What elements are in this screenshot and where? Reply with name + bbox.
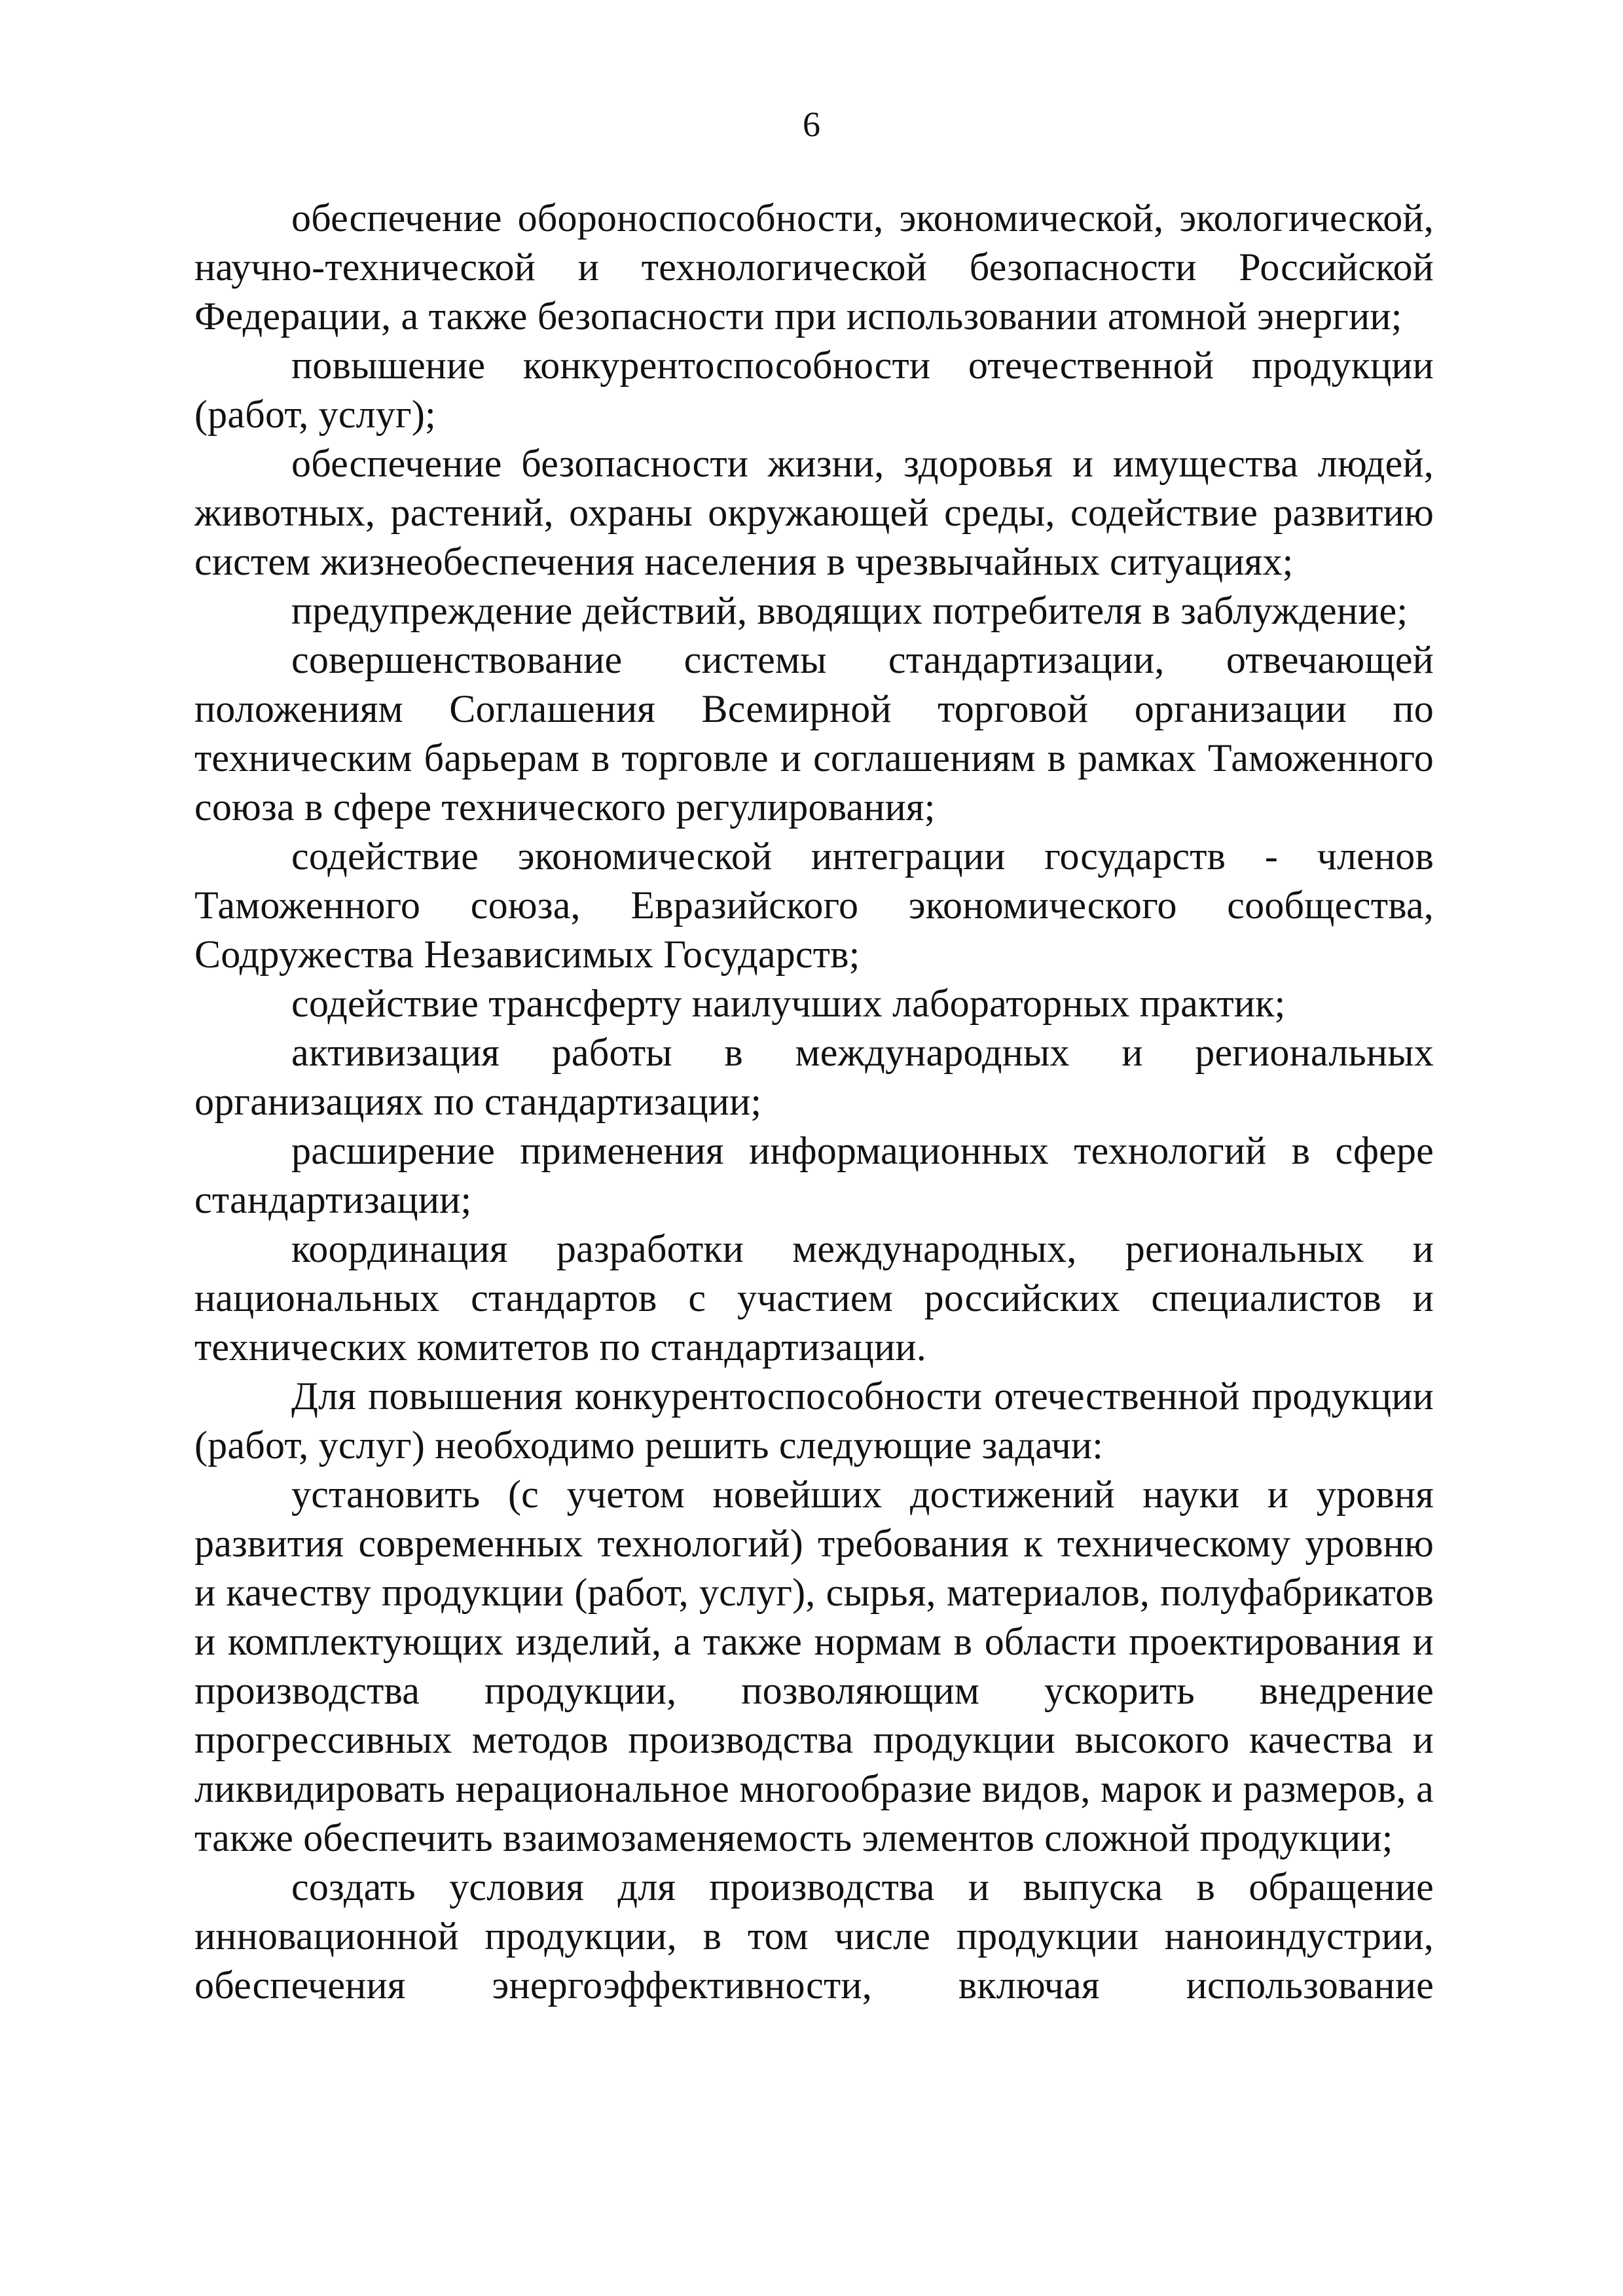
paragraph: создать условия для производства и выпуска в обращение инновационной продукции, в том числе продукции наноиндустрии, обеспечения энергоэффективности, включая использование	[194, 1865, 1434, 2007]
paragraph: совершенствование системы стандартизации, отвечающей положениям Соглашения Всемирной торговой организации по техническим барьерам в торговле и соглашениям в рамках Таможенного союза в сфере технического регулирования;	[194, 638, 1434, 829]
paragraph: координация разработки международных, региональных и национальных стандартов с участием российских специалистов и технических комитетов по стандартизации.	[194, 1227, 1434, 1369]
paragraph: расширение применения информационных технологий в сфере стандартизации;	[194, 1129, 1434, 1221]
paragraph: содействие трансферту наилучших лабораторных практик;	[291, 982, 1286, 1025]
paragraph: Для повышения конкурентоспособности отечественной продукции (работ, услуг) необходимо решить следующие задачи:	[194, 1374, 1434, 1467]
paragraph: содействие экономической интеграции государств - членов Таможенного союза, Евразийского экономического сообщества, Содружества Независимых Государств;	[194, 834, 1434, 976]
document-body	[194, 194, 1434, 2010]
paragraph: обеспечение обороноспособности, экономической, экологической, научно-технической и технологической безопасности Российской Федерации, а также безопасности при использовании атомной энергии;	[194, 196, 1434, 338]
paragraph: предупреждение действий, вводящих потребителя в заблуждение;	[291, 589, 1408, 632]
paragraph: установить (с учетом новейших достижений науки и уровня развития современных технологий) требования к техническому уровню и качеству продукции (работ, услуг), сырья, материалов, полуфабрикатов и комплектующих изделий, а также нормам в области проектирования и производства продукции, позволяющим ускорить внедрение прогрессивных методов производства продукции высокого качества и ликвидировать нерациональное многообразие видов, марок и размеров, а также обеспечить взаимозаменяемость элементов сложной продукции;	[194, 1473, 1434, 1859]
paragraph: активизация работы в международных и региональных организациях по стандартизации;	[194, 1031, 1434, 1123]
page-number: 6	[803, 105, 820, 144]
paragraph: обеспечение безопасности жизни, здоровья и имущества людей, животных, растений, охраны окружающей среды, содействие развитию систем жизнеобеспечения населения в чрезвычайных ситуациях;	[194, 442, 1434, 583]
paragraph: повышение конкурентоспособности отечественной продукции (работ, услуг);	[194, 344, 1434, 436]
